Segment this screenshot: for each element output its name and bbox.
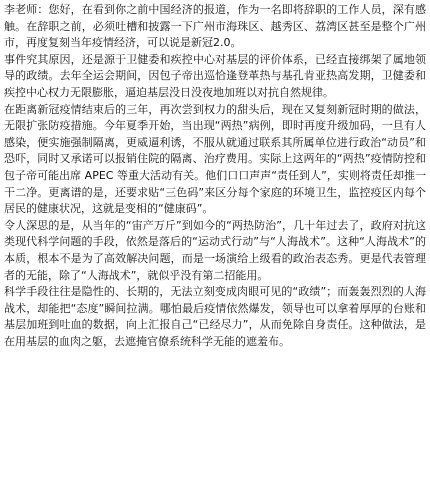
paragraph-greeting: 李老师：您好，在看到你之前中国经济的报道，作为一名即将辞职的工作人员，深有感触。在辞职之前，必须吐槽和披露一下广州市海珠区、越秀区、荔湾区甚至是整个广州市，再度复刻当年疫情经济，可以说是新冠2.0。 bbox=[4, 3, 426, 50]
letter-body bbox=[4, 2, 426, 350]
paragraph-reflection: 令人深思的是，从当年的“宙产万斤”到如今的“两热防治”，几十年过去了，政府对抗这类现代科学问题的手段，依然是落后的“运动式行动”与“人海战术”。这种“人海战术”的本质，根本不是为了高效解决问题，而是一场演给上级看的政治表态秀。更是代表管理者的无能，除了“人海战术”，就似乎没有第二招能用。 bbox=[4, 218, 426, 282]
paragraph-conclusion: 科学手段往往是隐性的、长期的，无法立刻变成肉眼可见的“政绩”；而轰轰烈烈的人海战术，却能把“态度”瞬间拉满。哪怕最后疫情依然爆发，领导也可以拿着厚厚的台账和基层加班到吐血的数据，向上汇报自己“已经尽力”，从而免除自身责任。这种做法，是在用基层的血肉之躯，去遮掩官僚系统科学无能的遮羞布。 bbox=[4, 285, 426, 348]
paragraph-measures: 在距离新冠疫情结束后的三年，再次尝到权力的甜头后，现在又复刻新冠时期的做法，无限扩张防疫措施。今年夏季开始，当出现“两热”病例，即时再度升级加码，一旦有人感染，便实施强制隔离，更威逼利诱，不服从就通过联系其所属单位进行政治“动员”和恐吓，同时又承诺可以报销住院的隔离、治疗费用。实际上这两年的“两热”疫情防控和包子帝可能出席 APEC 等重大活动有关。他们口口声声“责任到人”，实则将责任却推一干二净。更离谱的是，还要求贴“三色码”来区分每个家庭的环境卫生，监控疫区内每个居民的健康状况，这就是变相的“健康码”。 bbox=[4, 102, 426, 216]
paragraph-cause: 事件究其原因，还是源于卫健委和疾控中心对基层的评价体系，已经直接绑架了属地领导的政绩。去年全运会期间，因包子帝出巡恰逢登革热与基孔肯亚热高发期，卫健委和疾控中心权力无限膨胀，逼迫基层没日没夜地加班以对抗自然规律。 bbox=[4, 52, 426, 99]
